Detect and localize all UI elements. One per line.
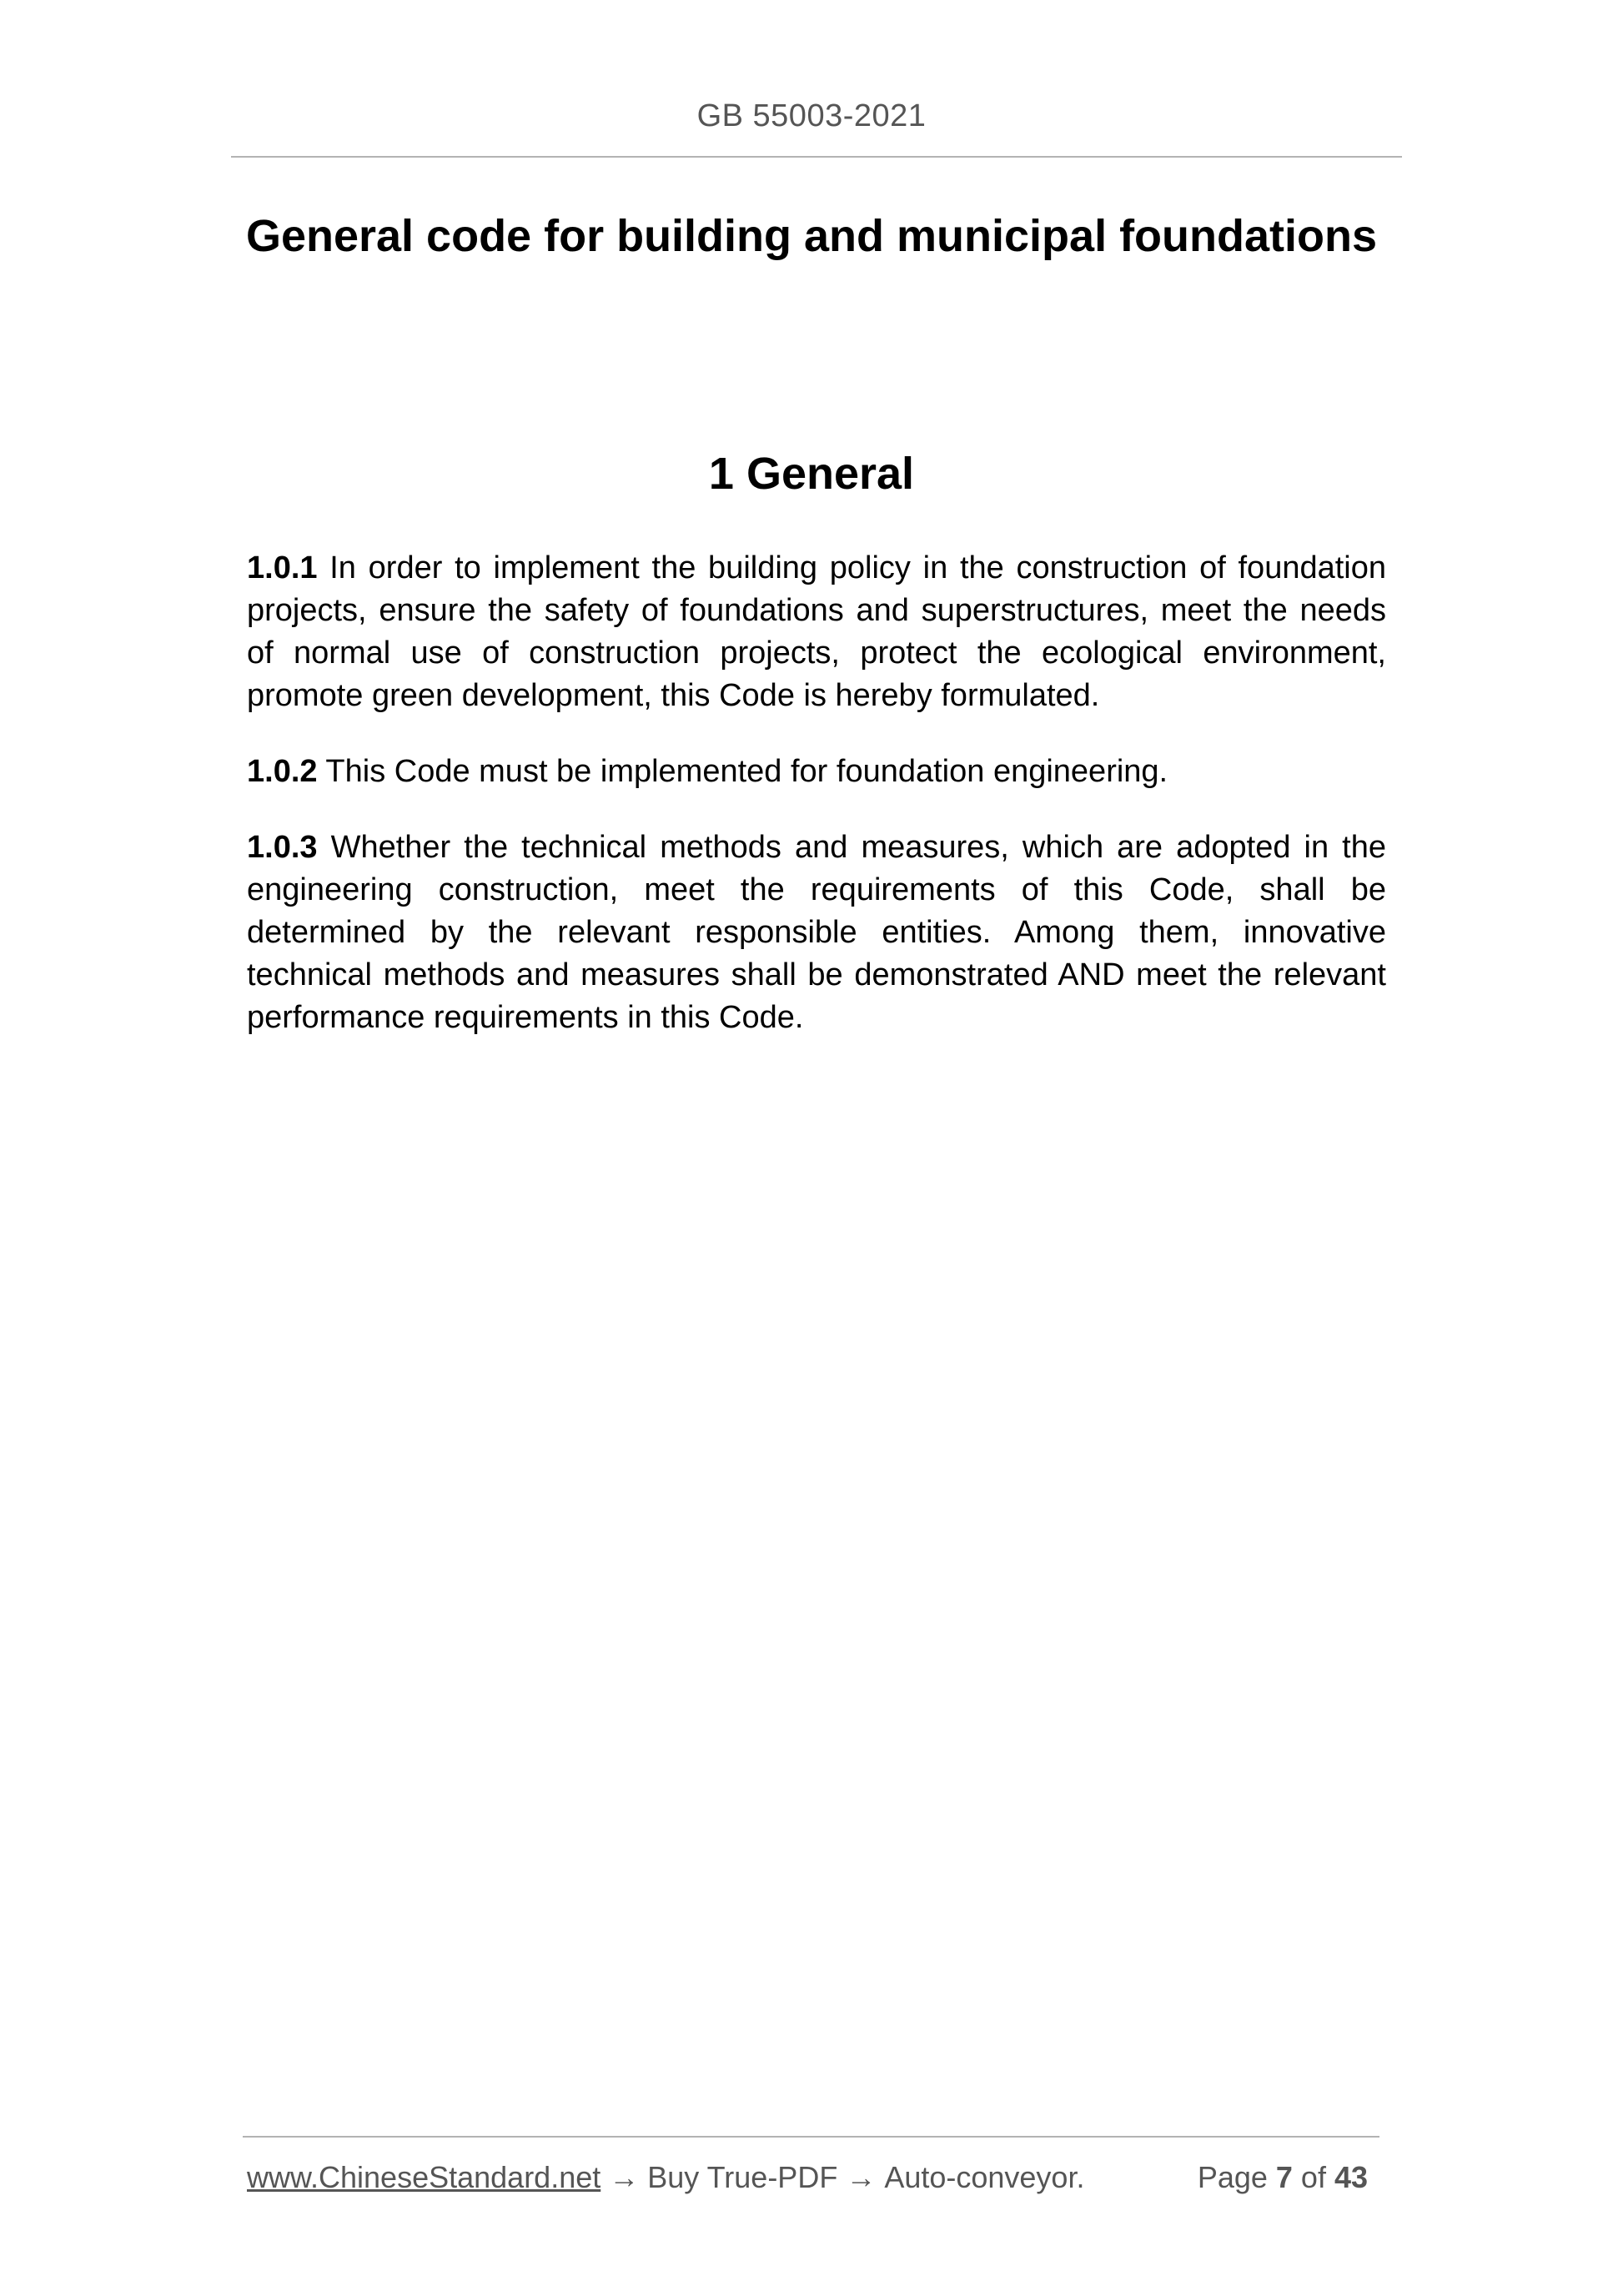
chapter-heading: 1 General [708, 449, 915, 499]
right-arrow-icon: → [609, 2160, 640, 2194]
footer-divider [243, 2136, 1379, 2138]
page-current: 7 [1275, 2160, 1293, 2194]
page-total: 43 [1334, 2160, 1368, 2194]
clause-number: 1.0.2 [247, 754, 318, 789]
clause-1-0-1 [247, 547, 1386, 717]
clause-text: This Code must be implemented for foundation engineering. [317, 754, 1168, 789]
site-link[interactable]: www.ChineseStandard.net [247, 2160, 601, 2194]
auto-conveyor-text: Auto-conveyor. [884, 2160, 1085, 2194]
page-footer [247, 2160, 1376, 2195]
clause-number: 1.0.1 [247, 550, 318, 585]
of-word: of [1300, 2160, 1326, 2194]
document-title: General code for building and municipal foundations [245, 211, 1378, 261]
buy-true-pdf-text: Buy True-PDF [647, 2160, 838, 2194]
clause-text: Whether the technical methods and measures, which are adopted in the engineering construction, meet the requirements of this Code, shall be determined by the relevant responsible entities. Among them, innovative technical methods and measures shall be demonstrated AND meet the relevant performance requirements in this Code. [247, 830, 1386, 1035]
right-arrow-icon: → [846, 2160, 877, 2194]
running-header: GB 55003-2021 [696, 98, 927, 133]
clause-text: In order to implement the building policy in the construction of foundation projects, ensure the safety of foundations and superstructures, meet the needs of normal use of construction projects, protect the ecological environment, promote green development, this Code is hereby formulated. [247, 550, 1386, 713]
clause-list [247, 547, 1386, 1073]
page-indicator [1198, 2160, 1376, 2195]
clause-1-0-3 [247, 826, 1386, 1039]
page-word: Page [1197, 2160, 1268, 2194]
clause-1-0-2 [247, 751, 1386, 793]
footer-left [247, 2160, 1084, 2195]
clause-number: 1.0.3 [247, 830, 318, 865]
header-divider [231, 156, 1402, 158]
